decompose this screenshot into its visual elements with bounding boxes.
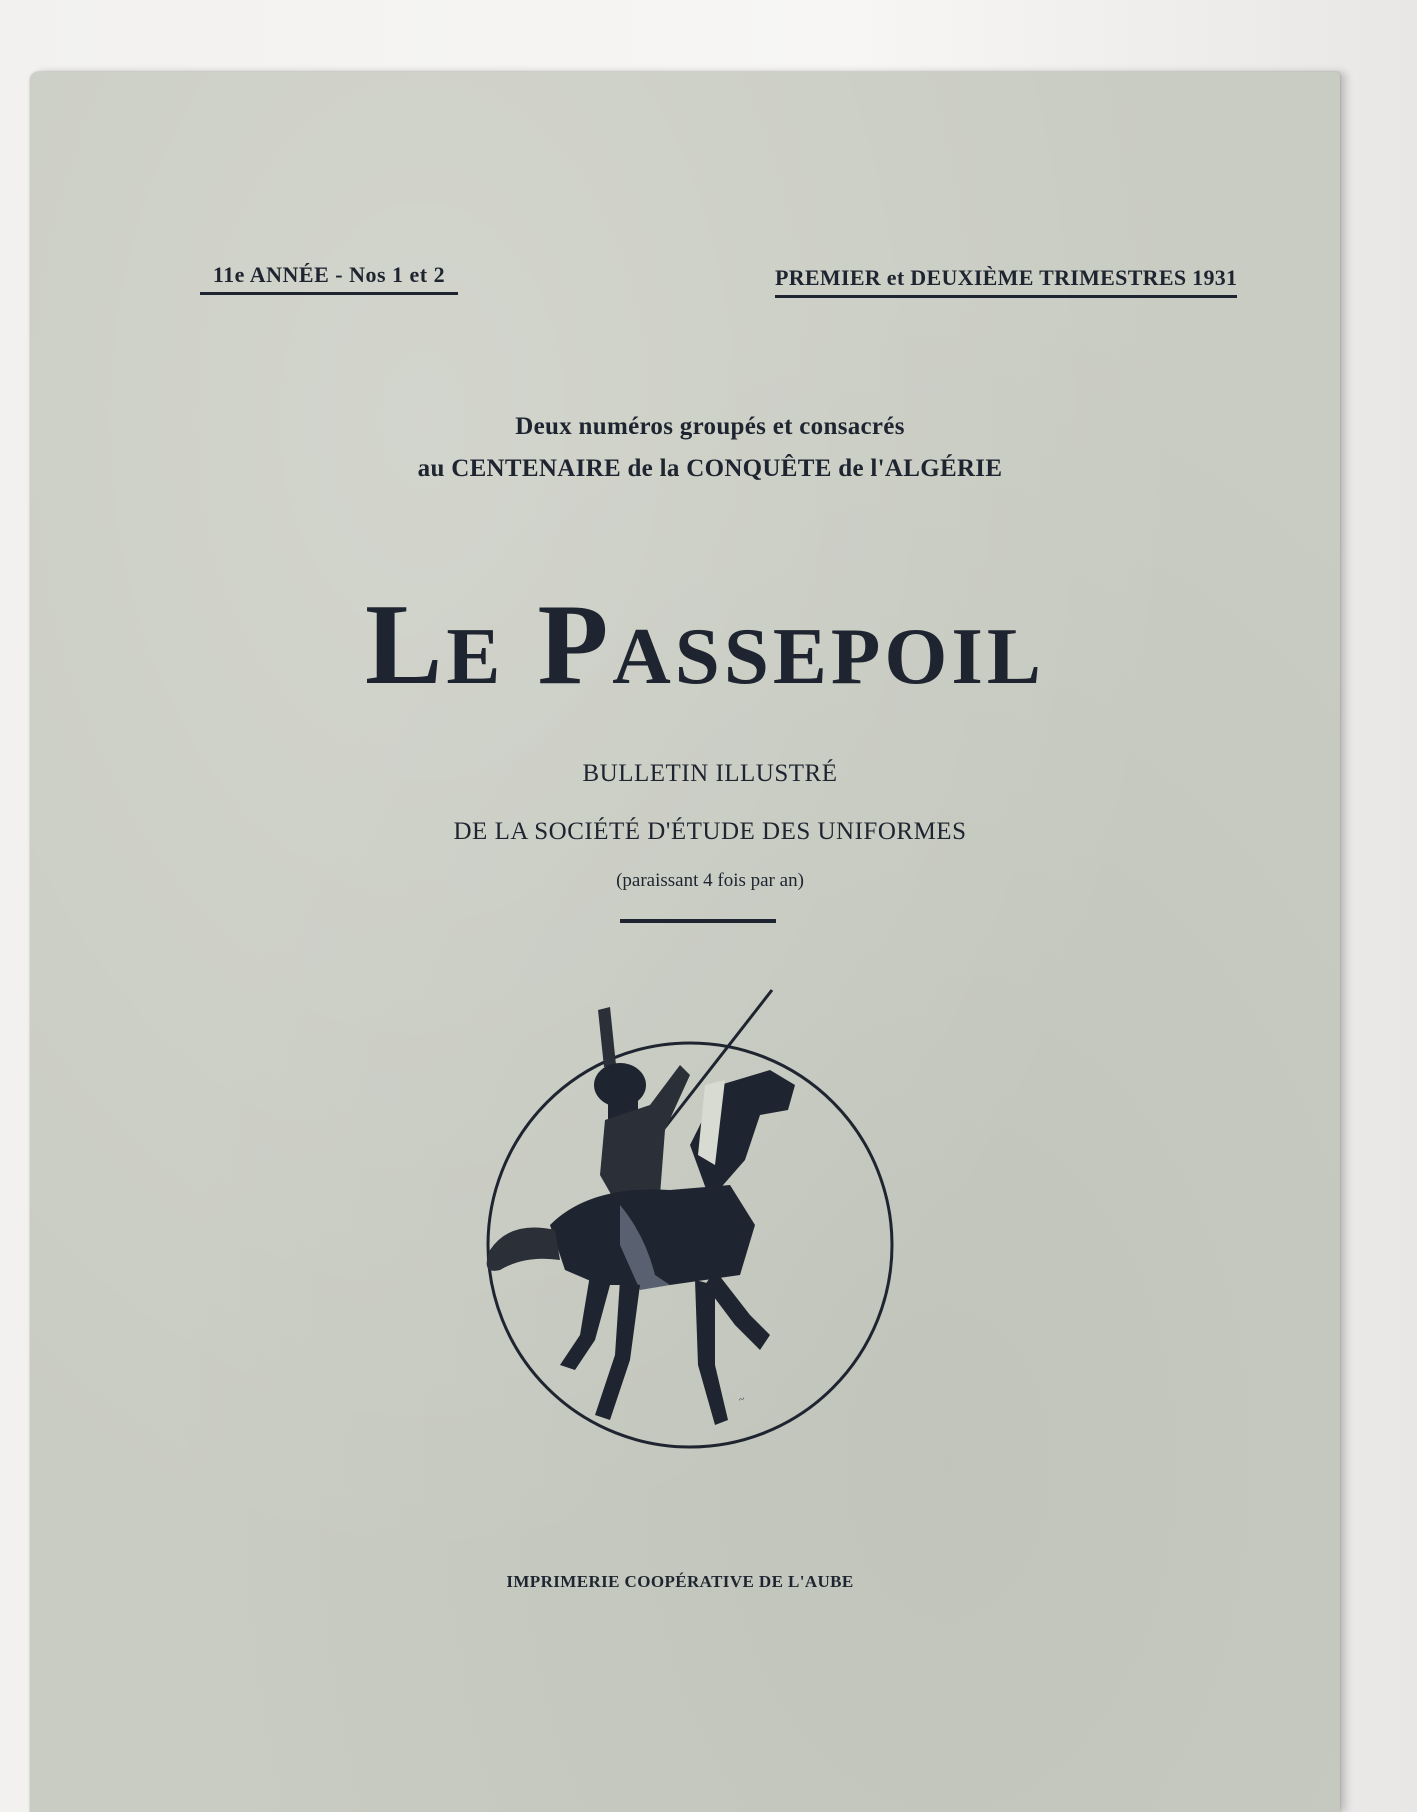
issue-number: 11e ANNÉE - Nos 1 et 2: [200, 262, 458, 295]
mounted-cavalryman-emblem-icon: [470, 985, 910, 1455]
magazine-cover: [30, 72, 1340, 1812]
dedication-line-2: au CENTENAIRE de la CONQUÊTE de l'ALGÉRIE: [417, 455, 1003, 482]
dedication-line-1: Deux numéros groupés et consacrés: [515, 413, 905, 440]
magazine-title: Le Passepoil: [365, 581, 1045, 709]
svg-text:~: ~: [737, 1393, 747, 1406]
subtitle-line-1: BULLETIN ILLUSTRÉ: [582, 760, 838, 787]
divider-rule: [620, 919, 776, 923]
publication-frequency: (paraissant 4 fois par an): [616, 870, 804, 891]
printer-credit: IMPRIMERIE COOPÉRATIVE DE L'AUBE: [506, 1572, 854, 1591]
subtitle-line-2: DE LA SOCIÉTÉ D'ÉTUDE DES UNIFORMES: [453, 818, 967, 845]
issue-period: PREMIER et DEUXIÈME TRIMESTRES 1931: [775, 265, 1237, 298]
dedication-text: [330, 406, 1090, 490]
